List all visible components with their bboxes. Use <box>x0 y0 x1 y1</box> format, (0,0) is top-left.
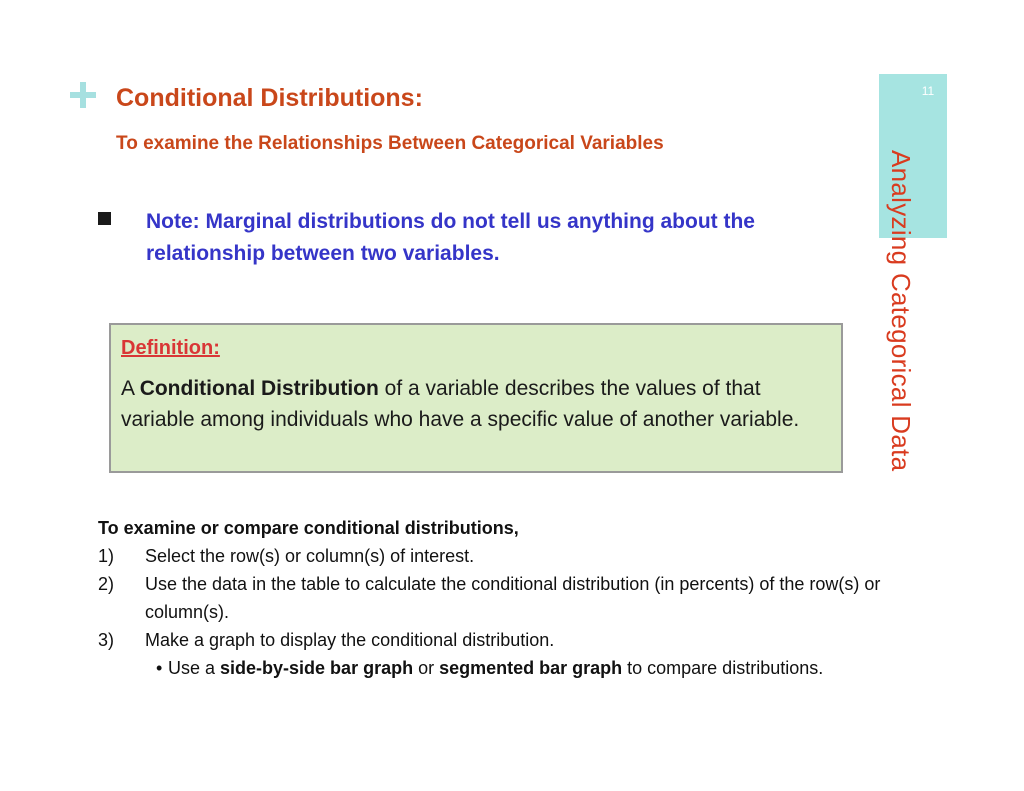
steps-heading: To examine or compare conditional distributions, <box>98 518 519 538</box>
slide-subtitle: To examine the Relationships Between Categorical Variables <box>116 133 664 154</box>
slide-title: Conditional Distributions: <box>116 84 423 112</box>
page-number: 11 <box>921 84 935 98</box>
note-text: Note: Marginal distributions do not tell us anything about the relationship between two variables. <box>146 210 755 265</box>
step-number: 1) <box>98 546 115 566</box>
step-item <box>98 626 898 654</box>
steps-block <box>98 514 898 682</box>
definition-rest: of a variable describes the values of that variable among individuals who have a specific value of another variable. <box>121 377 800 431</box>
sub-term-side-by-side: side-by-side bar graph <box>220 658 414 678</box>
sub-rest: to compare distributions. <box>622 658 824 678</box>
step-number: 3) <box>98 630 115 650</box>
step-item <box>98 570 898 626</box>
sub-mid: or <box>413 658 440 678</box>
plus-icon <box>70 82 96 108</box>
definition-term: Conditional Distribution <box>139 377 379 400</box>
sub-prefix: Use a <box>168 658 221 678</box>
step-item <box>98 542 898 570</box>
definition-heading: Definition: <box>121 337 220 359</box>
sub-term-segmented: segmented bar graph <box>439 658 623 678</box>
definition-box <box>109 323 843 473</box>
square-bullet-icon <box>98 212 111 225</box>
bullet-dot: • <box>156 658 163 678</box>
step-text: Make a graph to display the conditional distribution. <box>145 630 555 650</box>
definition-prefix: A <box>121 377 140 400</box>
sub-bullet-item <box>98 654 898 682</box>
step-number: 2) <box>98 574 115 594</box>
step-text: Use the data in the table to calculate the conditional distribution (in percents) of the row(s) or column(s). <box>145 574 881 622</box>
step-text: Select the row(s) or column(s) of interest. <box>145 546 475 566</box>
definition-body <box>121 373 826 435</box>
side-title: Analyzing Categorical Data <box>886 150 916 472</box>
note-block <box>98 206 818 270</box>
